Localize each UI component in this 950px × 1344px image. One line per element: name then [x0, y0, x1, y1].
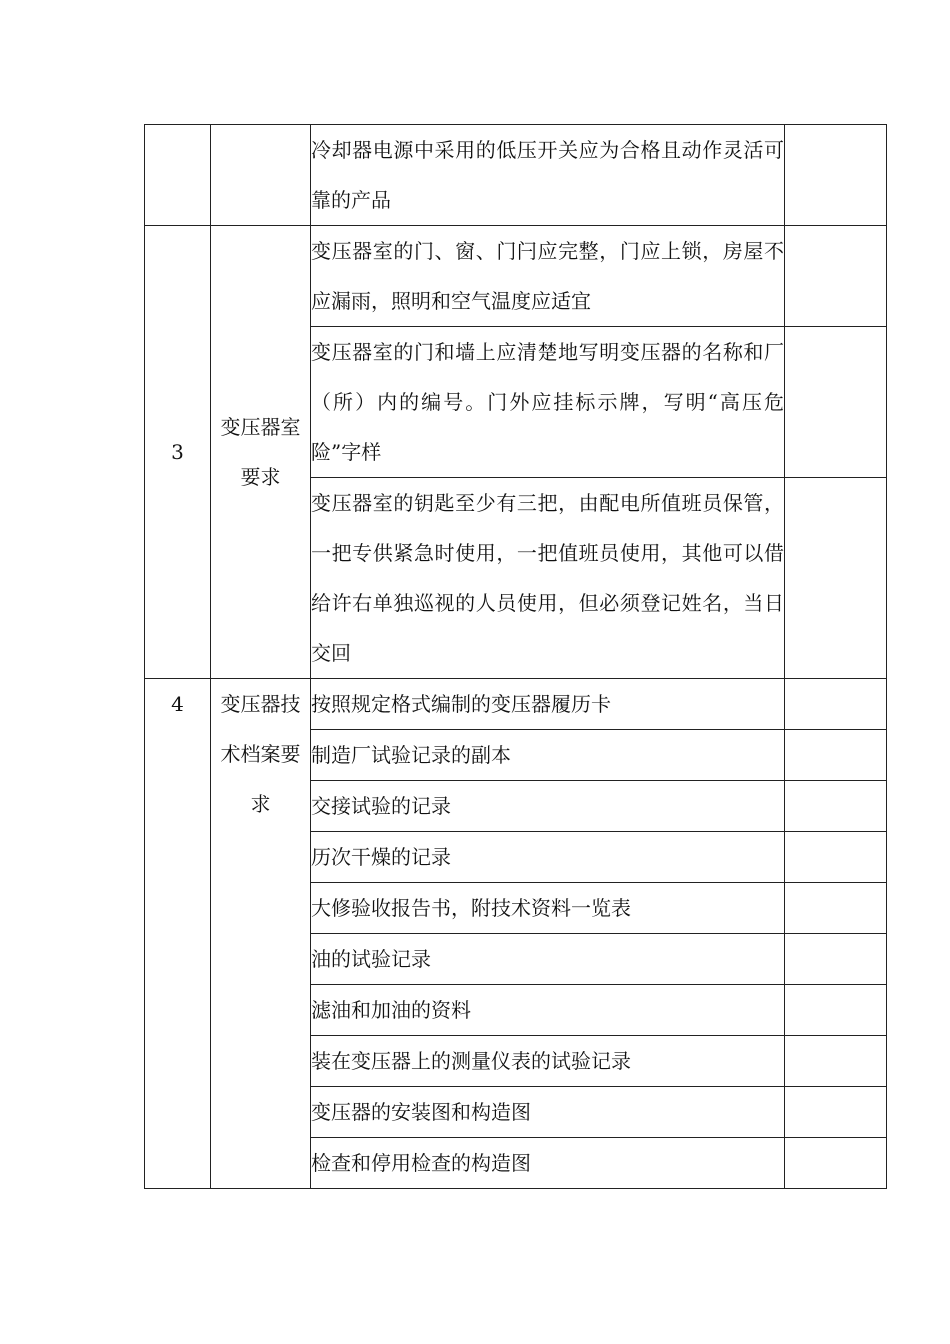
requirement-cell [311, 226, 785, 327]
check-cell [785, 832, 887, 883]
item-number-cell [145, 125, 211, 226]
requirement-cell [311, 883, 785, 934]
requirement-cell [311, 327, 785, 478]
check-cell [785, 985, 887, 1036]
requirement-text: 油的试验记录 [311, 947, 431, 971]
requirement-text: 滤油和加油的资料 [311, 998, 471, 1022]
requirement-cell [311, 832, 785, 883]
table-row [145, 125, 887, 226]
requirement-cell [311, 1036, 785, 1087]
check-cell [785, 226, 887, 327]
check-cell [785, 781, 887, 832]
item-number-cell: 3 [145, 226, 211, 679]
check-cell [785, 730, 887, 781]
check-cell [785, 478, 887, 679]
check-cell [785, 125, 887, 226]
requirement-text: 装在变压器上的测量仪表的试验记录 [311, 1049, 631, 1073]
requirement-cell [311, 781, 785, 832]
requirement-text: 冷却器电源中采用的低压开关应为合格且动作灵活可靠的产品 [311, 138, 784, 212]
requirement-text: 制造厂试验记录的副本 [311, 743, 511, 767]
check-cell [785, 1036, 887, 1087]
requirement-cell [311, 679, 785, 730]
requirement-cell [311, 1138, 785, 1189]
requirement-text: 历次干燥的记录 [311, 845, 451, 869]
requirement-text: 变压器的安装图和构造图 [311, 1100, 531, 1124]
check-cell [785, 883, 887, 934]
table-row [145, 226, 887, 327]
item-name-cell [211, 125, 311, 226]
requirement-text: 按照规定格式编制的变压器履历卡 [311, 692, 611, 716]
check-cell [785, 327, 887, 478]
item-number-cell: 4 [145, 679, 211, 1189]
requirement-cell [311, 985, 785, 1036]
inspection-table [144, 124, 887, 1189]
requirement-text: 检查和停用检查的构造图 [311, 1151, 531, 1175]
requirement-text: 变压器室的门、窗、门闩应完整，门应上锁，房屋不应漏雨，照明和空气温度应适宜 [311, 239, 784, 313]
check-cell [785, 679, 887, 730]
requirement-text: 交接试验的记录 [311, 794, 451, 818]
check-cell [785, 934, 887, 985]
requirement-cell [311, 934, 785, 985]
requirement-text: 变压器室的钥匙至少有三把，由配电所值班员保管，一把专供紧急时使用，一把值班员使用，其他可以借给许右单独巡视的人员使用，但必须登记姓名，当日交回 [311, 491, 784, 665]
requirement-cell [311, 125, 785, 226]
requirement-text: 大修验收报告书，附技术资料一览表 [311, 896, 631, 920]
check-cell [785, 1138, 887, 1189]
requirement-text: 变压器室的门和墙上应清楚地写明变压器的名称和厂（所）内的编号。门外应挂标示牌，写明“高压危险”字样 [311, 340, 784, 464]
item-name-cell: 变压器室要求 [211, 226, 311, 679]
item-name-cell: 变压器技术档案要求 [211, 679, 311, 1189]
requirement-cell [311, 730, 785, 781]
check-cell [785, 1087, 887, 1138]
requirement-cell [311, 478, 785, 679]
table-row [145, 679, 887, 730]
requirement-cell [311, 1087, 785, 1138]
